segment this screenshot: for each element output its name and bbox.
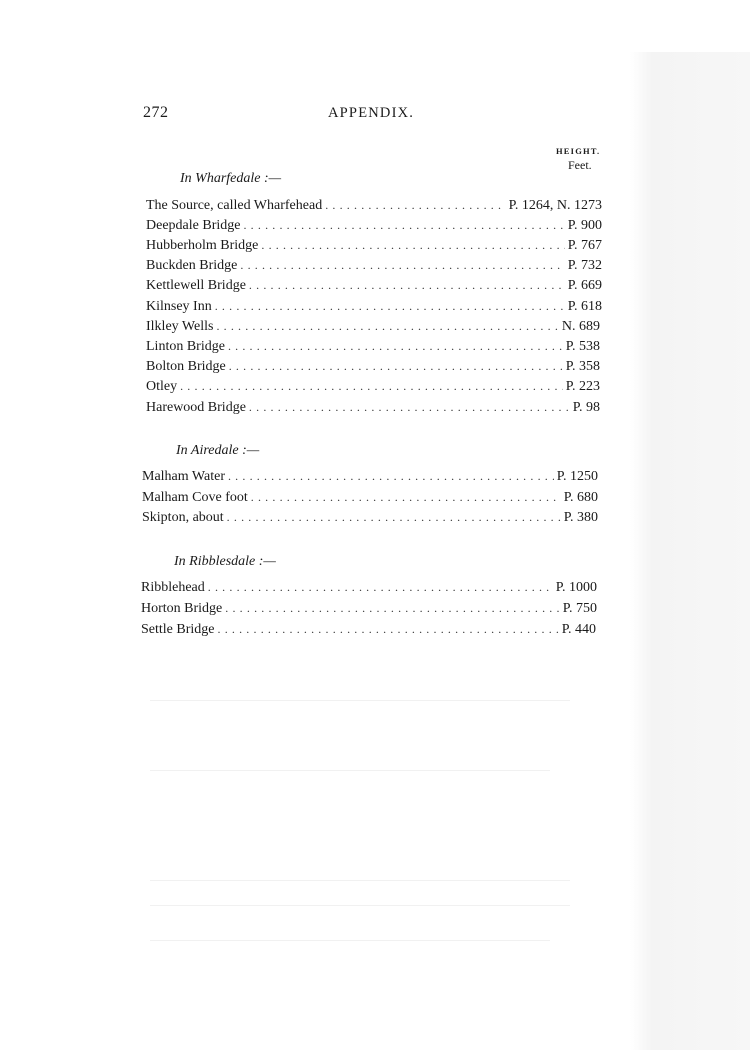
place-name: Hubberholm Bridge: [146, 238, 259, 253]
dot-leader: [325, 198, 505, 213]
running-head: APPENDIX.: [328, 105, 415, 121]
dot-leader: [249, 400, 570, 415]
height-value: P. 358: [565, 359, 600, 374]
place-name: Malham Water: [142, 469, 225, 484]
table-row: [146, 400, 600, 420]
place-name: Kettlewell Bridge: [146, 278, 246, 293]
height-value: P. 380: [563, 510, 598, 525]
dot-leader: [225, 601, 560, 616]
dot-leader: [216, 319, 558, 334]
table-row: [141, 622, 596, 642]
place-name: Horton Bridge: [141, 601, 223, 616]
height-value: P. 750: [562, 601, 597, 616]
place-name: Ribblehead: [141, 580, 205, 595]
height-value: P. 767: [567, 238, 602, 253]
height-value: P. 440: [561, 622, 596, 637]
place-name: Buckden Bridge: [146, 258, 238, 273]
place-name: Otley: [146, 379, 178, 394]
table-row: [146, 258, 602, 278]
dot-leader: [208, 580, 553, 595]
height-value: P. 1000: [555, 580, 597, 595]
table-row: [146, 299, 602, 319]
dot-leader: [249, 278, 565, 293]
show-through-line: [150, 905, 570, 906]
place-name: The Source, called Wharfehead: [146, 198, 323, 213]
place-name: Settle Bridge: [141, 622, 215, 637]
table-row: [142, 469, 598, 489]
height-value: P. 732: [567, 258, 602, 273]
table-row: [146, 319, 600, 339]
show-through-line: [150, 940, 550, 941]
height-value: P. 669: [567, 278, 602, 293]
show-through-line: [150, 770, 550, 771]
height-value: P. 900: [567, 218, 602, 233]
section-heading-wharfedale: In Wharfedale :—: [180, 171, 282, 186]
table-row: [141, 601, 597, 621]
height-value: N. 689: [561, 319, 600, 334]
table-row: [146, 238, 602, 258]
table-row: [141, 580, 597, 600]
section-heading-ribblesdale: In Ribblesdale :—: [174, 554, 276, 569]
height-value: P. 1264, N. 1273: [508, 198, 602, 213]
place-name: Kilnsey Inn: [146, 299, 212, 314]
dot-leader: [243, 218, 564, 233]
table-row: [142, 490, 598, 510]
section-heading-airedale: In Airedale :—: [176, 443, 260, 458]
show-through-line: [150, 700, 570, 701]
table-row: [146, 278, 602, 298]
height-value: P. 538: [565, 339, 600, 354]
place-name: Skipton, about: [142, 510, 224, 525]
dot-leader: [227, 510, 561, 525]
table-row: [146, 379, 600, 399]
height-value: P. 680: [563, 490, 598, 505]
table-row: [142, 510, 598, 530]
table-row: [146, 359, 600, 379]
column-head-height: HEIGHT.: [556, 146, 601, 156]
table-row: [146, 339, 600, 359]
height-value: P. 223: [565, 379, 600, 394]
place-name: Harewood Bridge: [146, 400, 246, 415]
height-value: P. 98: [572, 400, 600, 415]
table-row: [146, 198, 602, 218]
place-name: Linton Bridge: [146, 339, 225, 354]
height-value: P. 618: [567, 299, 602, 314]
dot-leader: [215, 299, 565, 314]
column-head-unit: Feet.: [568, 158, 592, 172]
dot-leader: [180, 379, 563, 394]
dot-leader: [228, 469, 554, 484]
page-number: 272: [143, 104, 169, 121]
dot-leader: [229, 359, 563, 374]
dot-leader: [228, 339, 563, 354]
place-name: Bolton Bridge: [146, 359, 226, 374]
place-name: Malham Cove foot: [142, 490, 248, 505]
place-name: Deepdale Bridge: [146, 218, 241, 233]
show-through-line: [150, 880, 570, 881]
height-value: P. 1250: [556, 469, 598, 484]
dot-leader: [218, 622, 559, 637]
dot-leader: [240, 258, 564, 273]
dot-leader: [251, 490, 561, 505]
table-row: [146, 218, 602, 238]
place-name: Ilkley Wells: [146, 319, 214, 334]
dot-leader: [261, 238, 564, 253]
